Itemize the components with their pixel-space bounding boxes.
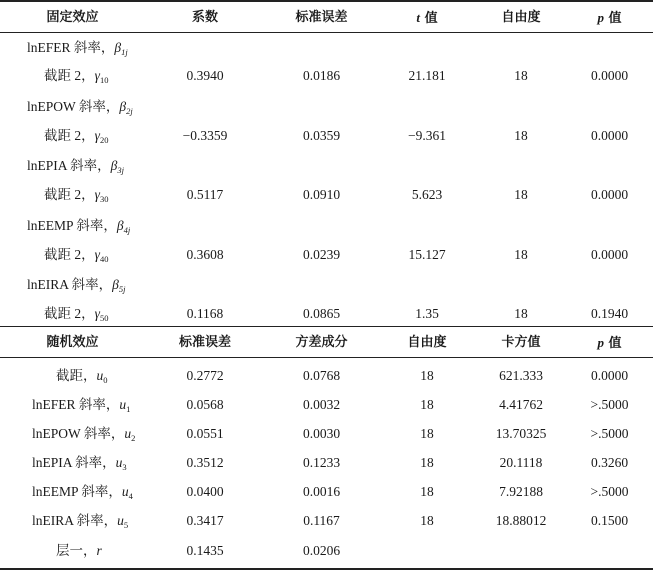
header-chi-square: 卡方值	[501, 335, 541, 350]
random-row: lnEPOW 斜率，$u_2$ 0.0551 0.0030 18 13.70325 >.5000	[32, 426, 629, 443]
fixed-row-label: lnEFER 斜率，$\beta_{1j}$	[27, 40, 128, 57]
top-rule	[0, 0, 653, 2]
random-row: 截距，$u_0$ 0.2772 0.0768 18 621.333 0.0000	[56, 368, 629, 385]
fixed-row-label: lnEIRA 斜率，$\beta_{5j}$	[27, 277, 126, 294]
fixed-row-label: lnEEMP 斜率，$\beta_{4j}$	[27, 218, 131, 235]
header-standard-deviation: 标准误差	[178, 335, 231, 350]
fixed-row: 截距 2，$\gamma_{10}$ 0.3940 0.0186 21.181 18 0.0000	[44, 68, 629, 85]
header-standard-error: 标准误差	[295, 10, 348, 25]
fixed-row-label: lnEPIA 斜率，$\beta_{3j}$	[27, 158, 124, 175]
header-p-value: p 值	[597, 10, 622, 26]
header-t-value: t 值	[416, 10, 438, 26]
header-df: 自由度	[501, 10, 541, 25]
header-variance-component: 方差成分	[295, 335, 348, 350]
section-rule	[0, 326, 653, 327]
header-rule-random	[0, 357, 653, 358]
fixed-row: 截距 2，$\gamma_{20}$ −0.3359 0.0359 −9.361 18 0.0000	[44, 128, 629, 145]
header-rule-fixed	[0, 32, 653, 33]
header-fixed-effect: 固定效应	[46, 10, 99, 25]
random-row: lnEFER 斜率，$u_1$ 0.0568 0.0032 18 4.41762 >.5000	[32, 397, 629, 414]
random-row: lnEPIA 斜率，$u_3$ 0.3512 0.1233 18 20.1118 0.3260	[32, 455, 629, 472]
random-effects-header	[0, 333, 653, 353]
fixed-row: 截距 2，$\gamma_{50}$ 0.1168 0.0865 1.35 18 0.1940	[44, 306, 629, 323]
random-row: lnEEMP 斜率，$u_4$ 0.0400 0.0016 18 7.92188 >.5000	[32, 484, 629, 501]
header-df: 自由度	[407, 335, 447, 350]
fixed-effects-header	[0, 8, 653, 28]
fixed-row-label: lnEPOW 斜率，$\beta_{2j}$	[27, 99, 133, 116]
header-coefficient: 系数	[191, 10, 218, 25]
header-p-value: p 值	[597, 335, 622, 351]
random-row: 层一，r 0.1435 0.0206	[56, 543, 341, 558]
bottom-rule	[0, 568, 653, 570]
header-random-effect: 随机效应	[46, 335, 99, 350]
random-row: lnEIRA 斜率，$u_5$ 0.3417 0.1167 18 18.88012 0.1500	[32, 513, 629, 530]
fixed-row: 截距 2，$\gamma_{40}$ 0.3608 0.0239 15.127 18 0.0000	[44, 247, 629, 264]
fixed-row: 截距 2，$\gamma_{30}$ 0.5117 0.0910 5.623 18 0.0000	[44, 187, 629, 204]
